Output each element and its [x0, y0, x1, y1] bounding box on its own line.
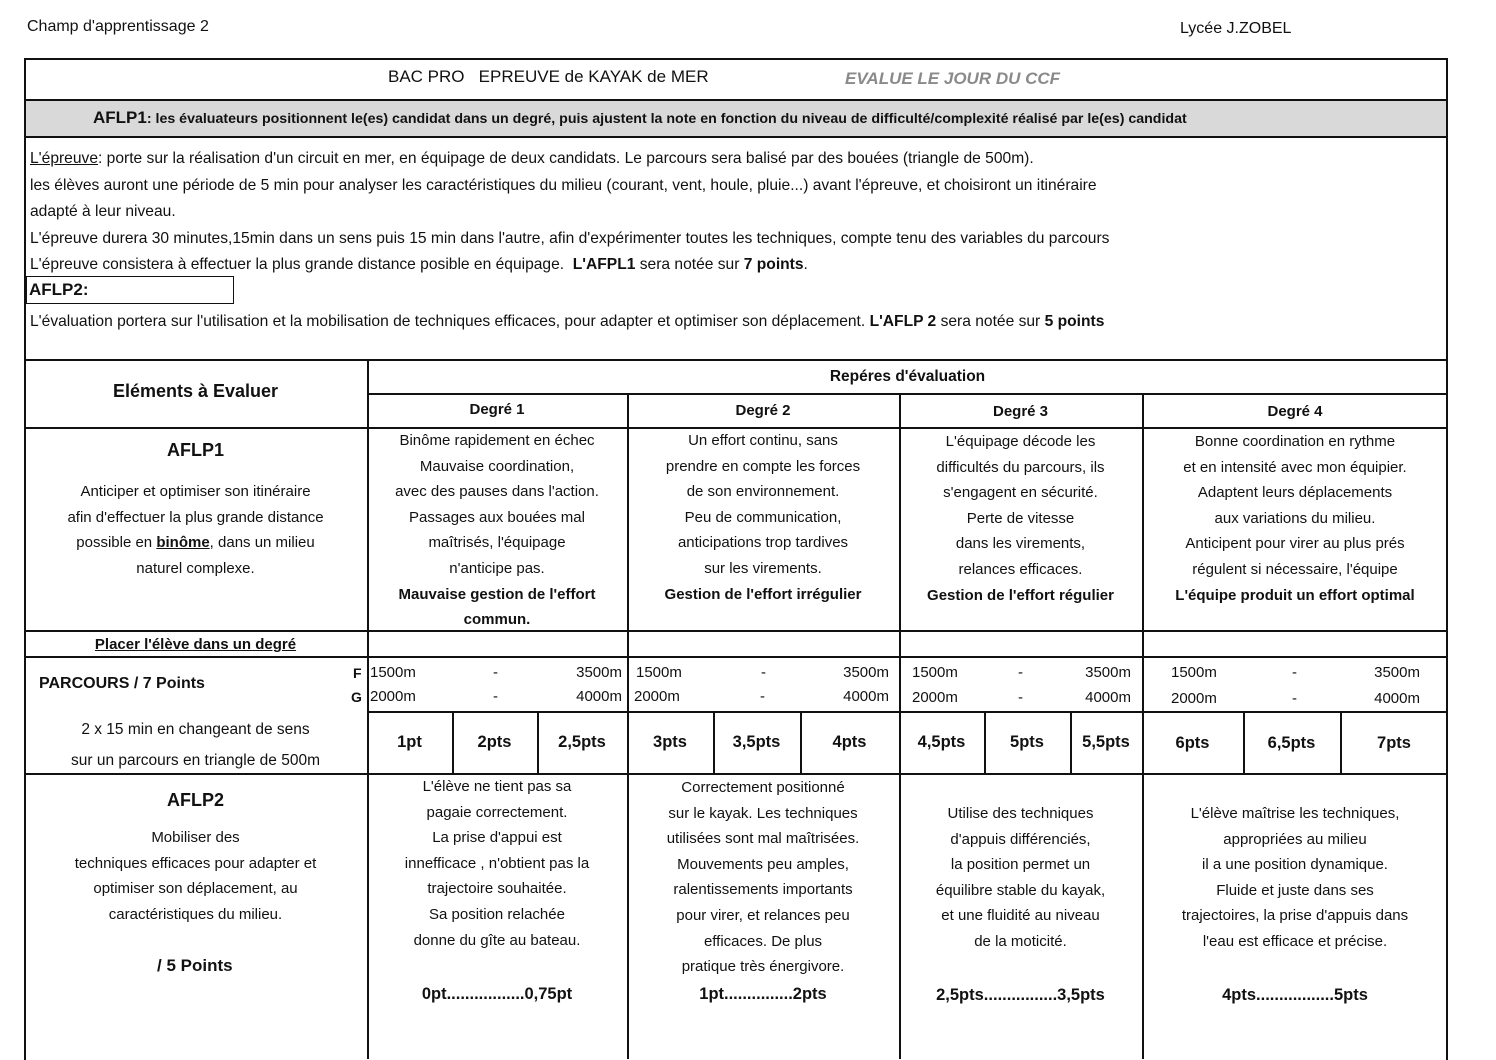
intro-line-3: adapté à leur niveau. — [30, 203, 176, 220]
placer-label: Placer l'élève dans un degré — [94, 636, 297, 653]
cell-line: d'appuis différenciés, — [950, 830, 1091, 848]
range-min: 2000m — [1171, 690, 1217, 707]
range-dash: - — [760, 688, 765, 705]
aflp1-desc-line: , dans un milieu — [209, 534, 315, 552]
aflp2-desc-line: Mobiliser des — [151, 829, 240, 846]
cell-line: L'équipage décode les — [945, 433, 1096, 450]
range-f-degre-1 — [370, 664, 622, 686]
aflp2-intro-text — [30, 313, 1104, 331]
aflp2-degre-2 — [627, 775, 899, 980]
cell-line-bold: L'équipe produit un effort optimal — [1175, 586, 1415, 604]
range-min: 2000m — [634, 688, 680, 705]
rule — [24, 99, 1448, 101]
afpl1-ref: L'AFPL1 — [572, 256, 636, 273]
rule — [367, 393, 1448, 395]
g-label: G — [351, 689, 362, 705]
cell-line: Mouvements peu amples, — [677, 855, 849, 873]
parcours-sub-line: sur un parcours en triangle de 500m — [70, 752, 320, 769]
cell-line: Correctement positionné — [681, 779, 845, 796]
intro-paragraph — [30, 146, 1440, 279]
seven-points: 7 points — [743, 256, 804, 273]
aflp2-description — [24, 825, 367, 927]
range-max: 4000m — [1085, 689, 1131, 706]
cell-line: et une fluidité au niveau — [941, 907, 1100, 925]
parcours-title: PARCOURS / 7 Points — [39, 675, 205, 692]
reperes-header: Repéres d'évaluation — [829, 368, 986, 385]
aflp1-degre-1 — [367, 428, 627, 633]
intro-line-1: : porte sur la réalisation d'un circuit en mer, en équipage de deux candidats. Le parcours sera balisé par des bouées (triangle de 500m). — [98, 150, 1034, 167]
cell-line: Adaptent leurs déplacements — [1197, 484, 1393, 502]
cell-line: de son environnement. — [686, 483, 840, 501]
elements-header: Eléments à Evaluer — [112, 381, 279, 401]
aflp1-description — [24, 479, 367, 581]
cell-line-bold: Mauvaise gestion de l'effort — [398, 585, 596, 603]
aflp1-desc-line: naturel complexe. — [136, 559, 255, 577]
aflp2-label: AFLP2: — [29, 280, 89, 299]
range-min: 1500m — [1171, 664, 1217, 681]
points-2-5pts: 2,5pts — [558, 733, 606, 751]
cell-line: l'eau est efficace et précise. — [1202, 932, 1388, 950]
cell-line: pratique très énergivore. — [681, 958, 845, 976]
range-max: 3500m — [843, 664, 889, 681]
parcours-sub-line: 2 x 15 min en changeant de sens — [81, 721, 310, 738]
points-4pts: 4pts — [832, 733, 867, 751]
range-min: 1500m — [636, 664, 682, 681]
range-dash: - — [1292, 690, 1297, 707]
five-points: 5 points — [1044, 313, 1105, 330]
cell-line: appropriées au milieu — [1223, 830, 1367, 848]
cell-line: régulent si nécessaire, l'équipe — [1192, 560, 1398, 578]
range-dash: - — [493, 664, 498, 681]
cell-line: La prise d'appui est — [432, 829, 562, 847]
intro-line-4: L'épreuve durera 30 minutes,15min dans un sens puis 15 min dans l'autre, afin d'expérimenter toutes les techniques, compte tenu des variables du parcours — [30, 229, 1110, 247]
range-dash: - — [1018, 664, 1023, 681]
points-4-5pts: 4,5pts — [917, 733, 966, 751]
intro-line-5: L'épreuve consistera à effectuer la plus grande distance posible en équipage. — [30, 256, 573, 273]
cell-line: et en intensité avec mon équipier. — [1183, 458, 1407, 476]
aflp2-desc-line: optimiser son déplacement, au — [93, 880, 298, 898]
cell-line: aux variations du milieu. — [1214, 509, 1376, 527]
points-7pts: 7pts — [1377, 734, 1411, 752]
f-label: F — [353, 665, 362, 681]
cell-line: trajectoire souhaitée. — [427, 880, 567, 898]
range-max: 4000m — [576, 688, 622, 705]
aflp1-desc-line: possible en — [76, 534, 157, 552]
document-stamp: EVALUE LE JOUR DU CCF — [845, 69, 1061, 88]
aflp2-desc-line: caractéristiques du milieu. — [108, 905, 283, 923]
aflp1-band-label: AFLP1 — [93, 108, 147, 127]
cell-line: Peu de communication, — [684, 508, 842, 526]
aflp1-desc-line: afin d'effectuer la plus grande distance — [67, 508, 324, 526]
cell-line: avec des pauses dans l'action. — [395, 483, 599, 501]
cell-line: Sa position relachée — [429, 905, 565, 923]
aflp2-desc-line: techniques efficaces pour adapter et — [74, 854, 317, 872]
aflp2-ref: L'AFLP 2 — [869, 313, 937, 330]
cell-line: donne du gîte au bateau. — [413, 931, 581, 949]
points-3pts: 3pts — [653, 733, 687, 751]
range-min: 1500m — [912, 664, 958, 681]
cell-line: anticipations trop tardives — [677, 534, 849, 552]
range-f-degre-2 — [636, 664, 889, 686]
range-min: 1500m — [370, 664, 416, 681]
cell-line: Anticipent pour virer au plus prés — [1185, 535, 1405, 553]
aflp2-score-degre-2: 1pt...............2pts — [699, 985, 827, 1003]
aflp1-title: AFLP1 — [166, 440, 224, 460]
binome-emphasis: binôme — [156, 534, 210, 552]
range-g-degre-3 — [912, 689, 1131, 711]
cell-line: Passages aux bouées mal — [409, 508, 585, 526]
cell-line: Utilise des techniques — [947, 805, 1094, 822]
cell-line: ralentissements importants — [673, 881, 853, 899]
cell-line: trajectoires, la prise d'appuis dans — [1181, 907, 1409, 925]
cell-line: n'anticipe pas. — [449, 559, 545, 577]
rule — [24, 359, 1448, 361]
aflp1-band-text — [93, 108, 1187, 128]
cell-line: prendre en compte les forces — [665, 457, 861, 475]
range-g-degre-2 — [634, 688, 889, 710]
cell-line: la position permet un — [950, 856, 1091, 874]
aflp1-degre-2 — [627, 428, 899, 607]
cell-line: Perte de vitesse — [966, 509, 1075, 527]
aflp2-degre-1 — [367, 774, 627, 953]
range-dash: - — [761, 664, 766, 681]
rule — [24, 136, 1448, 138]
degre-1-header: Degré 1 — [469, 401, 525, 418]
points-3-5pts: 3,5pts — [732, 733, 781, 751]
range-g-degre-4 — [1171, 690, 1420, 712]
cell-line: Fluide et juste dans ses — [1216, 881, 1374, 899]
cell-line: équilibre stable du kayak, — [935, 881, 1106, 899]
cell-line: maîtrisés, l'équipage — [428, 534, 566, 552]
aflp2-score-degre-4: 4pts.................5pts — [1222, 986, 1368, 1004]
range-min: 2000m — [370, 688, 416, 705]
range-max: 3500m — [576, 664, 622, 681]
aflp1-degre-4 — [1142, 429, 1448, 608]
range-max: 3500m — [1085, 664, 1131, 681]
aflp2-points-label: / 5 Points — [157, 956, 233, 975]
points-6pts: 6pts — [1175, 734, 1210, 752]
cell-line: efficaces. De plus — [703, 932, 823, 950]
degre-3-header: Degré 3 — [992, 403, 1049, 420]
range-max: 3500m — [1374, 664, 1420, 681]
aflp1-degre-3 — [899, 429, 1142, 608]
cell-line: innefficace , n'obtient pas la — [404, 854, 590, 872]
cell-line: L'élève maîtrise les techniques, — [1190, 805, 1400, 822]
range-f-degre-4 — [1171, 664, 1420, 686]
cell-line: pagaie correctement. — [426, 803, 568, 821]
cell-line: dans les virements, — [955, 535, 1086, 553]
cell-line: Mauvaise coordination, — [419, 457, 575, 475]
cell-line-bold: commun. — [463, 611, 531, 629]
degre-2-header: Degré 2 — [735, 402, 791, 419]
range-f-degre-3 — [912, 664, 1131, 686]
cell-line: Bonne coordination en rythme — [1194, 433, 1396, 450]
cell-line: il a une position dynamique. — [1202, 856, 1388, 874]
aflp2-title: AFLP2 — [166, 790, 224, 810]
cell-line: difficultés du parcours, ils — [936, 458, 1105, 476]
cell-line: sur le kayak. Les techniques — [668, 804, 858, 822]
points-1pt: 1pt — [397, 733, 422, 751]
range-min: 2000m — [912, 689, 958, 706]
cell-line: Binôme rapidement en échec — [399, 432, 595, 449]
aflp1-desc-line: Anticiper et optimiser son itinéraire — [80, 483, 311, 500]
rule — [24, 656, 1448, 658]
aflp2-intro-a: L'évaluation portera sur l'utilisation et la mobilisation de techniques efficaces, pour adapter et optimiser son déplacement. — [30, 313, 870, 330]
cell-line: de la moticité. — [974, 932, 1067, 950]
aflp2-degre-3 — [899, 801, 1142, 955]
cell-line: pour virer, et relances peu — [676, 906, 850, 924]
range-dash: - — [493, 688, 498, 705]
range-max: 4000m — [843, 688, 889, 705]
cell-line: L'élève ne tient pas sa — [422, 778, 572, 795]
cell-line-bold: Gestion de l'effort régulier — [927, 586, 1114, 604]
points-2pts: 2pts — [477, 733, 512, 751]
intro-line-2: les élèves auront une période de 5 min pour analyser les caractéristiques du milieu (courant, vent, houle, pluie...) avant l'épreuve, et choisiront un itinéraire — [30, 176, 1097, 194]
points-5-5pts: 5,5pts — [1082, 733, 1130, 751]
header-right: Lycée J.ZOBEL — [1180, 20, 1292, 37]
range-g-degre-1 — [370, 688, 622, 710]
aflp2-score-degre-1: 0pt.................0,75pt — [421, 985, 573, 1003]
cell-line-bold: Gestion de l'effort irrégulier — [664, 585, 862, 603]
degre-4-header: Degré 4 — [1267, 403, 1323, 420]
parcours-subtitle — [24, 714, 367, 776]
cell-line: sur les virements. — [704, 559, 822, 577]
aflp1-band-desc: : les évaluateurs positionnent le(es) candidat dans un degré, puis ajustent la note en fonction du niveau de difficulté/complexité réalisé par le(es) candidat — [146, 111, 1187, 127]
document-title: BAC PRO EPREUVE de KAYAK de MER — [388, 67, 709, 86]
aflp2-score-degre-3: 2,5pts................3,5pts — [936, 986, 1105, 1004]
points-6-5pts: 6,5pts — [1267, 734, 1316, 752]
range-dash: - — [1018, 689, 1023, 706]
cell-line: relances efficaces. — [958, 560, 1083, 578]
epreuve-label: L'épreuve — [30, 150, 99, 167]
intro-line-5-end: . — [803, 256, 808, 273]
cell-line: s'engagent en sécurité. — [943, 484, 1098, 502]
rule — [24, 630, 1448, 632]
cell-line: Un effort continu, sans — [688, 432, 838, 449]
cell-line: utilisées sont mal maîtrisées. — [666, 830, 860, 848]
aflp2-degre-4 — [1142, 801, 1448, 955]
intro-line-5-mid: sera notée sur — [635, 256, 744, 273]
points-5pts: 5pts — [1010, 733, 1044, 751]
range-max: 4000m — [1374, 690, 1420, 707]
range-dash: - — [1292, 664, 1297, 681]
aflp2-intro-c: sera notée sur — [936, 313, 1045, 330]
header-left: Champ d'apprentissage 2 — [27, 18, 209, 35]
